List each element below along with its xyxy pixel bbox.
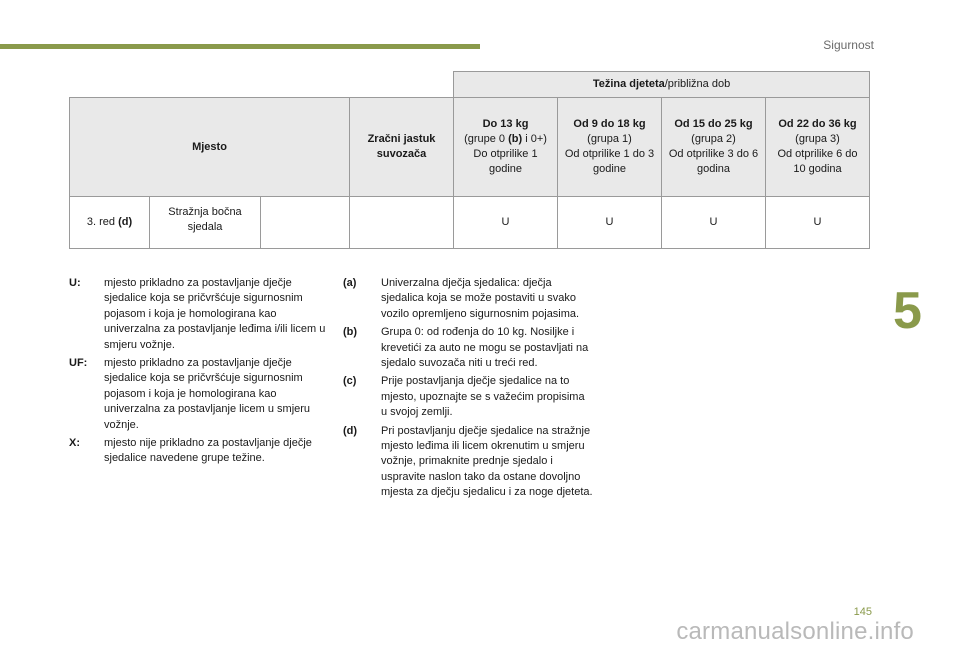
row-value: U bbox=[558, 197, 662, 249]
col-header-airbag: Zračni jastuk suvozača bbox=[350, 98, 454, 197]
legend-left bbox=[69, 276, 334, 470]
col-header-weight-0: Do 13 kg (grupe 0 (b) i 0+) Do otprilike 1 godine bbox=[454, 98, 558, 197]
footnote-key: (a) bbox=[343, 277, 357, 289]
legend-text: mjesto prikladno za postavljanje dječje sjedalice koja se pričvršćuje sigurnosnim pojasom i koja je homologirana kao univerzalna za postavljanje licem u smjeru vožnje. bbox=[104, 357, 311, 431]
col-header-weight-1: Od 9 do 18 kg (grupa 1) Od otprilike 1 do 3 godine bbox=[558, 98, 662, 197]
footnote-key: (d) bbox=[343, 424, 358, 437]
footnote-item bbox=[343, 325, 593, 371]
section-title: Sigurnost bbox=[823, 38, 874, 52]
legend-item bbox=[69, 276, 334, 353]
footnote-item bbox=[343, 374, 593, 420]
col-header-weight-2: Od 15 do 25 kg (grupa 2) Od otprilike 3 do 6 godina bbox=[662, 98, 766, 197]
row-seat: Stražnja bočna sjedala bbox=[150, 197, 261, 249]
legend-text: mjesto nije prikladno za postavljanje dječje sjedalice navedene grupe težine. bbox=[104, 437, 312, 465]
empty-corner bbox=[70, 72, 454, 98]
chapter-number: 5 bbox=[893, 282, 922, 340]
weight-group-header: Težina djeteta/približna dob bbox=[454, 72, 870, 98]
child-seat-table bbox=[69, 71, 870, 249]
legend-key: U: bbox=[69, 277, 81, 289]
watermark: carmanualsonline.info bbox=[676, 618, 914, 645]
footnote-text: Pri postavljanju dječje sjedalice na stražnje mjesto leđima ili licem okrenutim u smjeru vožnje, primaknite prednje sjedalo i uspravite naslon tako da ostane dovoljno mjesta za dječju sjedalicu i za noge djeteta. bbox=[381, 424, 593, 499]
page-number: 145 bbox=[853, 606, 872, 618]
row-blank-cell bbox=[261, 197, 350, 249]
footnote-key: (c) bbox=[343, 375, 357, 388]
legend-item bbox=[69, 436, 334, 467]
footnote-text: Grupa 0: od rođenja do 10 kg. Nosiljke i krevetići za auto ne mogu se postavljati na sjedalo suvozača niti u treći red. bbox=[381, 326, 589, 370]
footnote-item bbox=[343, 276, 593, 322]
footnote-text: Univerzalna dječja sjedalica: dječja sjedalica koja se može postaviti u svako vozilo opremljeno sigurnosnim pojasima. bbox=[381, 277, 580, 320]
row-value: U bbox=[454, 197, 558, 249]
col-header-weight-3: Od 22 do 36 kg (grupa 3) Od otprilike 6 do 10 godina bbox=[766, 98, 870, 197]
row-value: U bbox=[662, 197, 766, 249]
legend-key: X: bbox=[69, 437, 80, 450]
row-airbag-cell bbox=[350, 197, 454, 249]
col-header-place: Mjesto bbox=[70, 98, 350, 197]
row-value: U bbox=[766, 197, 870, 249]
legend-key: UF: bbox=[69, 357, 88, 370]
legend-right bbox=[343, 276, 593, 504]
legend-text: mjesto prikladno za postavljanje dječje sjedalice koja se pričvršćuje sigurnosnim pojasom i koja je homologirana kao univerzalna za postavljanje leđima i/ili licem u smjeru vožnje. bbox=[104, 277, 326, 351]
footnote-key: (b) bbox=[343, 326, 358, 339]
footnote-item bbox=[343, 424, 593, 501]
row-label: 3. red (d) bbox=[70, 197, 150, 249]
footnote-text: Prije postavljanja dječje sjedalice na to mjesto, upoznajte se s važećim propisima u svojoj zemlji. bbox=[381, 375, 585, 419]
header-accent-bar bbox=[0, 44, 480, 49]
legend-item bbox=[69, 356, 334, 433]
